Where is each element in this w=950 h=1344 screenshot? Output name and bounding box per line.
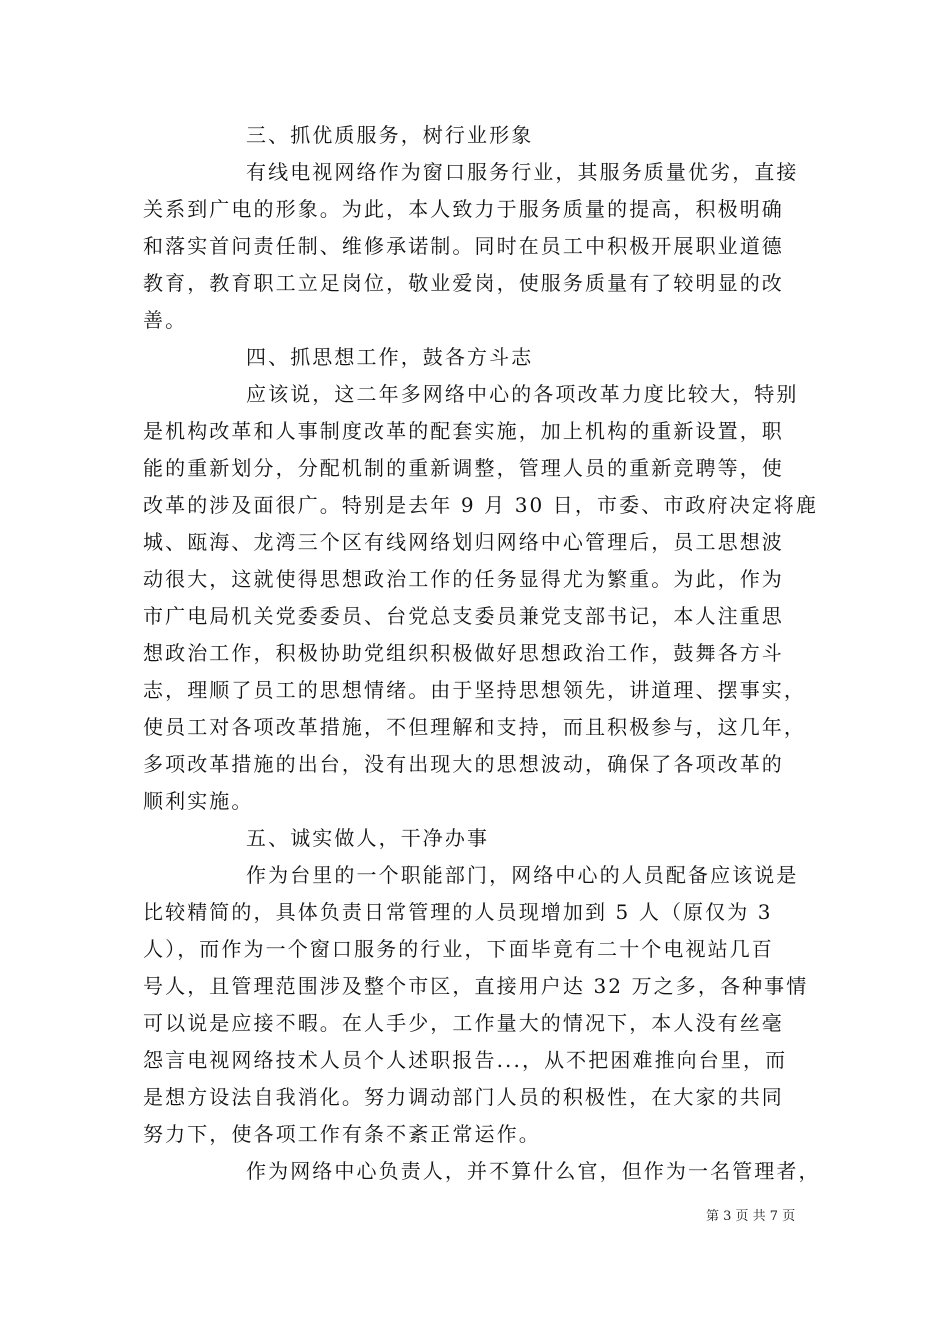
paragraph-line: 是机构改革和人事制度改革的配套实施，加上机构的重新设置，职 (143, 419, 784, 443)
paragraph-line: 善。 (143, 308, 188, 332)
paragraph-line: 关系到广电的形象。为此，本人致力于服务质量的提高，积极明确 (143, 197, 784, 221)
section-heading-3: 三、抓优质服务，树行业形象 (246, 123, 534, 147)
paragraph-line: 市广电局机关党委委员、台党总支委员兼党支部书记，本人注重思 (143, 604, 784, 628)
paragraph-line: 号人，且管理范围涉及整个市区，直接用户达 32 万之多，各种事情 (143, 974, 809, 998)
paragraph-line: 努力下，使各项工作有条不紊正常运作。 (143, 1122, 541, 1146)
paragraph-line: 怨言电视网络技术人员个人述职报告...，从不把困难推向台里，而 (143, 1048, 788, 1072)
paragraph-line: 志，理顺了员工的思想情绪。由于坚持思想领先，讲道理、摆事实， (143, 678, 806, 702)
paragraph-line: 动很大，这就使得思想政治工作的任务显得尤为繁重。为此，作为 (143, 567, 784, 591)
paragraph-line: 作为台里的一个职能部门，网络中心的人员配备应该说是 (246, 863, 799, 887)
paragraph-line: 有线电视网络作为窗口服务行业，其服务质量优劣，直接 (246, 160, 799, 184)
section-heading-4: 四、抓思想工作，鼓各方斗志 (246, 345, 534, 369)
paragraph-line: 可以说是应接不暇。在人手少，工作量大的情况下，本人没有丝毫 (143, 1011, 784, 1035)
paragraph-line: 能的重新划分，分配机制的重新调整，管理人员的重新竞聘等，使 (143, 456, 784, 480)
page-number-footer: 第 3 页 共 7 页 (706, 1209, 796, 1224)
paragraph-line: 改革的涉及面很广。特别是去年 9 月 30 日，市委、市政府决定将鹿 (143, 493, 819, 517)
paragraph-line: 多项改革措施的出台，没有出现大的思想波动，确保了各项改革的 (143, 752, 784, 776)
paragraph-line: 人），而作为一个窗口服务的行业，下面毕竟有二十个电视站几百 (143, 937, 774, 961)
paragraph-line: 比较精简的，具体负责日常管理的人员现增加到 5 人（原仅为 3 (143, 900, 773, 924)
paragraph-line: 应该说，这二年多网络中心的各项改革力度比较大，特别 (246, 382, 799, 406)
paragraph-line: 想政治工作，积极协助党组织积极做好思想政治工作，鼓舞各方斗 (143, 641, 784, 665)
section-heading-5: 五、诚实做人，干净办事 (246, 826, 490, 850)
paragraph-line: 和落实首问责任制、维修承诺制。同时在员工中积极开展职业道德 (143, 234, 784, 258)
paragraph-line: 是想方设法自我消化。努力调动部门人员的积极性，在大家的共同 (143, 1085, 784, 1109)
paragraph-line: 城、瓯海、龙湾三个区有线网络划归网络中心管理后，员工思想波 (143, 530, 784, 554)
paragraph-line: 作为网络中心负责人，并不算什么官，但作为一名管理者， (246, 1159, 821, 1183)
paragraph-line: 顺利实施。 (143, 789, 254, 813)
paragraph-line: 使员工对各项改革措施，不但理解和支持，而且积极参与，这几年， (143, 715, 806, 739)
paragraph-line: 教育，教育职工立足岗位，敬业爱岗，使服务质量有了较明显的改 (143, 271, 784, 295)
